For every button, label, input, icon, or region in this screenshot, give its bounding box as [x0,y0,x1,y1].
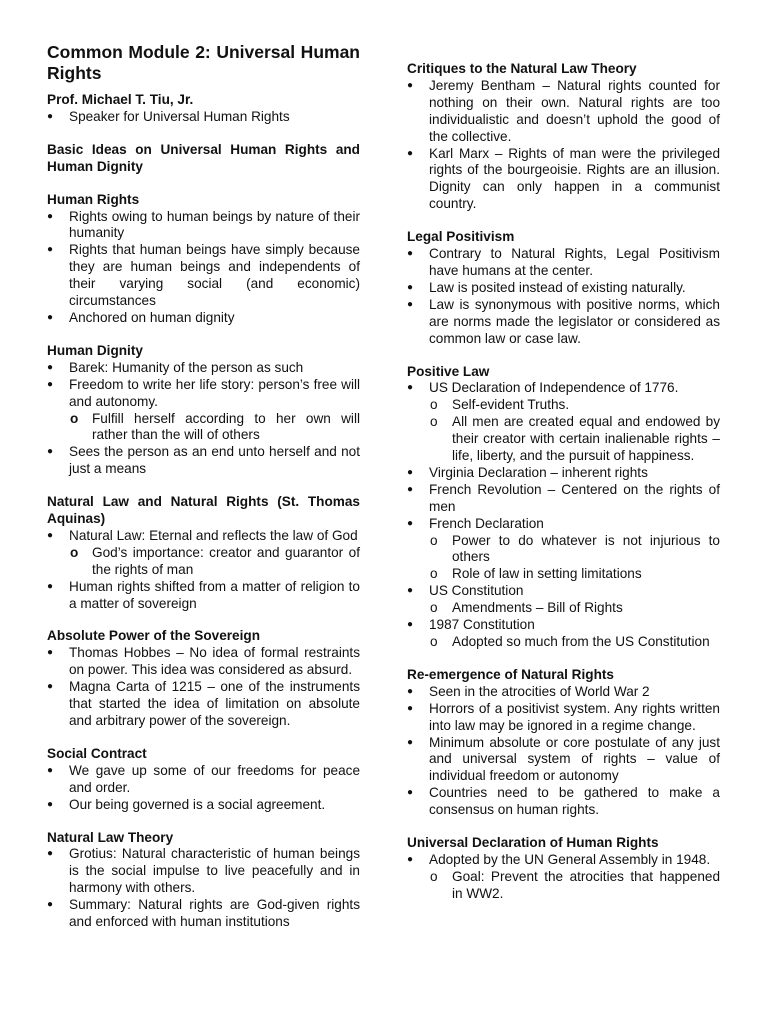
list-item: ● Horrors of a positivist system. Any rights written into law may be ignored in a regime change. [407,701,720,735]
list-item: ● Barek: Humanity of the person as such [47,360,360,377]
section-heading: Prof. Michael T. Tiu, Jr. [47,92,194,107]
list-item: ● Natural Law: Eternal and reflects the law of God [47,528,360,545]
section-re-emergence-of-natural-rights [407,667,720,819]
bullet-list [47,645,360,730]
section-basic-ideas-on-universal-human-rights-and-human-dignity [47,142,360,176]
list-item: ● Minimum absolute or core postulate of any just and universal system of rights – value of individual freedom or autonomy [407,735,720,786]
page-title: Common Module 2: Universal Human Rights [47,42,360,83]
list-item: ● French Declaration [407,516,720,533]
list-item: ● Contrary to Natural Rights, Legal Positivism have humans at the center. [407,246,720,280]
section-positive-law [407,364,720,651]
list-item: ● Summary: Natural rights are God-given rights and enforced with human institutions [47,897,360,931]
sub-list-item: o God’s importance: creator and guarantor of the rights of man [70,545,360,579]
section-universal-declaration-of-human-rights [407,835,720,903]
list-item: ● Thomas Hobbes – No idea of formal restraints on power. This idea was considered as absurd. [47,645,360,679]
section-heading: Natural Law Theory [47,829,174,845]
list-item: ● French Revolution – Centered on the rights of men [407,482,720,516]
section-heading: Basic Ideas on Universal Human Rights and Human Dignity [47,141,360,174]
sub-list-item: o Power to do whatever is not injurious to others [430,533,720,567]
list-item: ● Sees the person as an end unto herself and not just a means [47,444,360,478]
left-sections [47,92,360,931]
right-sections [407,61,720,903]
list-item: ● Our being governed is a social agreement. [47,797,360,814]
list-item: ● Karl Marx – Rights of man were the privileged rights of the bourgeoisie. Rights are an illusion. Dignity can only happen in a communist country. [407,146,720,214]
section-heading: Social Contract [47,745,147,761]
list-item: ● Law is synonymous with positive norms, which are norms made the legislator or considered as common law or case law. [407,297,720,348]
bullet-list [47,109,360,126]
section-heading: Natural Law and Natural Rights (St. Thomas Aquinas) [47,494,360,527]
list-item: ● Jeremy Bentham – Natural rights counted for nothing on their own. Natural rights are too individualistic and doesn’t uphold the good of the collective. [407,78,720,146]
list-item: ● US Constitution [407,583,720,600]
list-item: ● Adopted by the UN General Assembly in 1948. [407,852,720,869]
section-critiques-to-the-natural-law-theory [407,61,720,213]
section-prof-michael-t-tiu-jr [47,92,360,126]
section-heading: Absolute Power of the Sovereign [47,628,260,644]
bullet-list [407,852,720,903]
sub-list-item: o All men are created equal and endowed by their creator with certain inalienable rights – life, liberty, and the pursuit of happiness. [430,414,720,465]
bullet-list [407,246,720,347]
bullet-list [47,209,360,327]
left-column [47,42,360,947]
list-item: ● Speaker for Universal Human Rights [47,109,360,126]
list-item: ● Anchored on human dignity [47,310,360,327]
section-natural-law-and-natural-rights-st-thomas-aquinas [47,494,360,612]
section-human-dignity [47,343,360,478]
section-legal-positivism [407,229,720,347]
sub-list-item: o Fulfill herself according to her own will rather than the will of others [70,411,360,445]
bullet-list [47,528,360,613]
section-human-rights [47,192,360,327]
section-absolute-power-of-the-sovereign [47,628,360,729]
bullet-list [47,763,360,814]
list-item: ● Law is posited instead of existing naturally. [407,280,720,297]
section-heading: Universal Declaration of Human Rights [407,835,659,851]
section-social-contract [47,746,360,814]
section-heading: Human Dignity [47,342,143,358]
list-item: ● We gave up some of our freedoms for peace and order. [47,763,360,797]
list-item: ● 1987 Constitution [407,617,720,634]
list-item: ● Freedom to write her life story: person’s free will and autonomy. [47,377,360,411]
bullet-list [47,846,360,931]
list-item: ● Human rights shifted from a matter of religion to a matter of sovereign [47,579,360,613]
bullet-list [407,78,720,213]
list-item: ● Magna Carta of 1215 – one of the instruments that started the idea of limitation on absolute and arbitrary power of the sovereign. [47,679,360,730]
section-heading: Critiques to the Natural Law Theory [407,61,637,76]
sub-list-item: o Amendments – Bill of Rights [430,600,720,617]
list-item: ● Virginia Declaration – inherent rights [407,465,720,482]
bullet-list [407,684,720,819]
sub-list-item: o Adopted so much from the US Constitution [430,634,720,651]
list-item: ● US Declaration of Independence of 1776. [407,380,720,397]
bullet-list [407,380,720,651]
section-heading: Positive Law [407,363,490,379]
list-item: ● Rights that human beings have simply because they are human beings and independents of their varying social (and economic) circumstances [47,242,360,310]
sub-list-item: o Role of law in setting limitations [430,566,720,583]
section-heading: Legal Positivism [407,229,515,245]
list-item: ● Grotius: Natural characteristic of human beings is the social impulse to live peacefully and in harmony with others. [47,846,360,897]
list-item: ● Countries need to be gathered to make a consensus on human rights. [407,785,720,819]
right-column [407,61,720,919]
sub-list-item: o Self-evident Truths. [430,397,720,414]
bullet-list [47,360,360,478]
sub-list-item: o Goal: Prevent the atrocities that happened in WW2. [430,869,720,903]
list-item: ● Seen in the atrocities of World War 2 [407,684,720,701]
list-item: ● Rights owing to human beings by nature of their humanity [47,209,360,243]
section-heading: Human Rights [47,191,140,207]
section-heading: Re-emergence of Natural Rights [407,666,614,682]
section-natural-law-theory [47,830,360,931]
